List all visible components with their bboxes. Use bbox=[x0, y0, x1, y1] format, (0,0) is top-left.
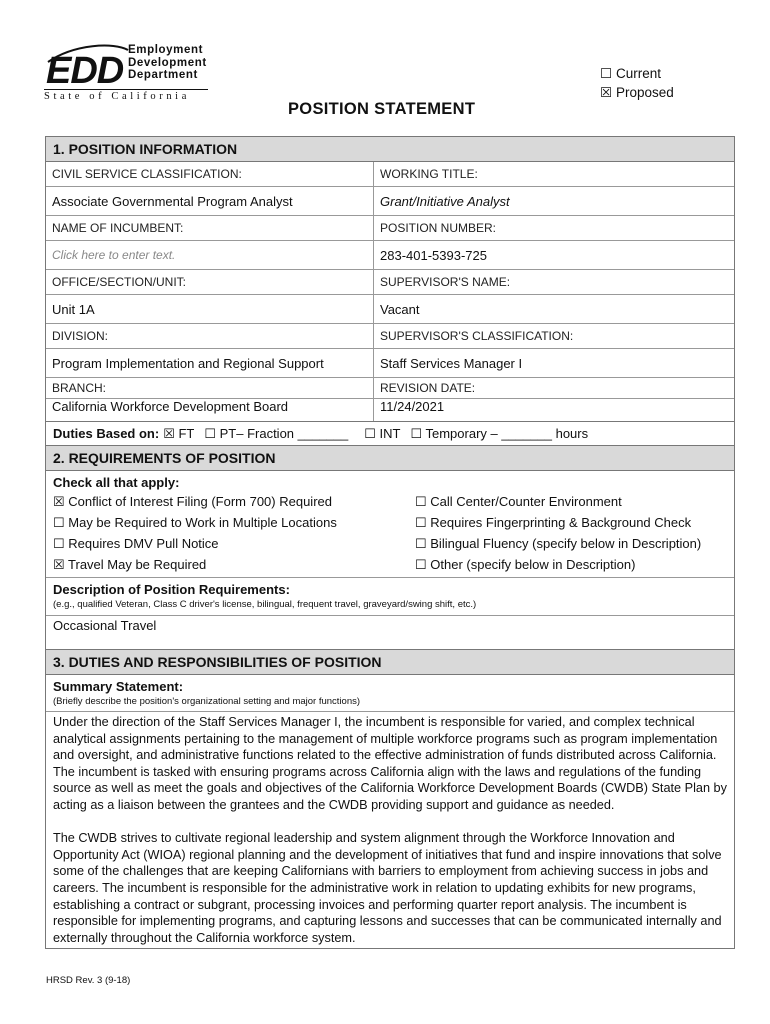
duties-label: Duties Based on: bbox=[53, 426, 160, 441]
working-title-field[interactable]: Grant/Initiative Analyst bbox=[380, 193, 510, 209]
supervisor-classification-field[interactable]: Staff Services Manager I bbox=[380, 355, 523, 371]
supervisor-name-field[interactable]: Vacant bbox=[380, 301, 420, 317]
field-value-row bbox=[46, 349, 734, 378]
summary-title: Summary Statement: bbox=[53, 679, 184, 694]
description-hint: (e.g., qualified Veteran, Class C driver's license, bilingual, frequent travel, graveyard/swing shift, etc.) bbox=[53, 599, 477, 610]
field-value-row bbox=[46, 295, 734, 324]
division-field[interactable]: Program Implementation and Regional Support bbox=[46, 349, 374, 377]
logo-text bbox=[128, 44, 207, 82]
summary-statement-field[interactable] bbox=[46, 712, 734, 948]
section-2-heading: 2. REQUIREMENTS OF POSITION bbox=[46, 446, 734, 471]
field-label-row bbox=[46, 324, 734, 349]
field-label-row bbox=[46, 216, 734, 241]
logo-state: State of California bbox=[44, 91, 190, 102]
field-label: NAME OF INCUMBENT: bbox=[46, 216, 374, 240]
logo-mark: EDD bbox=[46, 50, 124, 92]
description-title: Description of Position Requirements: bbox=[53, 582, 290, 597]
current-option[interactable] bbox=[600, 64, 674, 83]
description-header bbox=[46, 578, 734, 616]
logo-line-2: Development bbox=[128, 56, 207, 69]
logo-line-1: Employment bbox=[128, 44, 204, 56]
current-label: Current bbox=[616, 66, 662, 81]
field-label: CIVIL SERVICE CLASSIFICATION: bbox=[46, 162, 374, 186]
section-3-heading: 3. DUTIES AND RESPONSIBILITIES OF POSITION bbox=[46, 650, 734, 675]
document-title: POSITION STATEMENT bbox=[288, 100, 476, 118]
field-label: BRANCH: bbox=[46, 378, 374, 398]
description-field[interactable]: Occasional Travel bbox=[46, 616, 734, 650]
conflict-of-interest-checkbox[interactable]: ☒ Conflict of Interest Filing (Form 700) Required bbox=[53, 494, 332, 509]
field-label-row bbox=[46, 162, 734, 187]
pt-checkbox[interactable]: ☐ PT– Fraction _______ bbox=[204, 425, 349, 441]
dmv-pull-notice-checkbox[interactable]: ☐ Requires DMV Pull Notice bbox=[53, 536, 219, 551]
branch-field[interactable]: California Workforce Development Board bbox=[46, 399, 374, 421]
int-checkbox[interactable]: ☐ INT bbox=[364, 425, 401, 441]
bilingual-fluency-checkbox[interactable]: ☐ Bilingual Fluency (specify below in Description) bbox=[415, 536, 702, 551]
proposed-option[interactable] bbox=[600, 83, 674, 102]
position-number-field[interactable]: 283-401-5393-725 bbox=[380, 247, 487, 263]
field-label: DIVISION: bbox=[46, 324, 374, 348]
summary-paragraph-1: Under the direction of the Staff Services Manager I, the incumbent is responsible for varied, and complex technical analytical assignments pertaining to the management of multiple workforce programs such as program implementation and oversight, and administrative functions related to the effective administration of funds distributed across California. The incumbent is tasked with ensuring programs across California align with the laws and regulations of the funding source as well as meet the goals and objectives of the California Workforce Development Boards (CWDB) State Plan by acting as a liaison between the grantees and the CWDB providing support and guidance as needed. bbox=[53, 715, 727, 812]
requirements-checklist bbox=[46, 471, 734, 578]
call-center-checkbox[interactable]: ☐ Call Center/Counter Environment bbox=[415, 494, 622, 509]
current-checkbox[interactable]: ☐ bbox=[600, 66, 613, 81]
travel-required-checkbox[interactable]: ☒ Travel May be Required bbox=[53, 557, 207, 572]
section-1-heading: 1. POSITION INFORMATION bbox=[46, 137, 734, 162]
field-label: SUPERVISOR'S NAME: bbox=[380, 275, 511, 289]
form-revision-id: HRSD Rev. 3 (9-18) bbox=[46, 975, 131, 986]
summary-hint: (Briefly describe the position's organizational setting and major functions) bbox=[53, 696, 361, 707]
other-checkbox[interactable]: ☐ Other (specify below in Description) bbox=[415, 557, 636, 572]
status-checkboxes bbox=[600, 64, 674, 102]
edd-logo bbox=[44, 44, 214, 104]
ft-checkbox[interactable]: ☒ FT bbox=[163, 425, 195, 441]
proposed-label: Proposed bbox=[616, 85, 674, 100]
field-value-row bbox=[46, 187, 734, 216]
field-label: REVISION DATE: bbox=[380, 381, 476, 395]
field-label-row bbox=[46, 378, 734, 399]
field-label-row bbox=[46, 270, 734, 295]
duties-based-on-row bbox=[46, 422, 734, 446]
logo-rule bbox=[44, 89, 208, 90]
logo-line-3: Department bbox=[128, 69, 198, 81]
summary-header bbox=[46, 675, 734, 712]
summary-paragraph-2: The CWDB strives to cultivate regional leadership and system alignment through the Workforce Innovation and Opportunity Act (WIOA) regional planning and the development of initiatives that fund and inspire innovations that solve some of the challenges that are keeping Californians with barriers to employment from achieving success in jobs and careers. The incumbent is responsible for the administrative work in relation to updating exhibits for new programs, establishing a contract or subgrant, processing invoices and performing quarter report analysis. The incumbent is responsible for implementing programs, and capturing lessons and successes that can be communicated internally and externally throughout the California workforce system. bbox=[53, 831, 722, 945]
position-form bbox=[45, 136, 735, 949]
field-label: SUPERVISOR'S CLASSIFICATION: bbox=[380, 329, 574, 343]
multiple-locations-checkbox[interactable]: ☐ May be Required to Work in Multiple Locations bbox=[53, 515, 337, 530]
field-label: POSITION NUMBER: bbox=[380, 221, 497, 235]
civil-service-classification-field[interactable]: Associate Governmental Program Analyst bbox=[46, 187, 374, 215]
incumbent-name-field[interactable]: Click here to enter text. bbox=[46, 241, 374, 269]
fingerprinting-checkbox[interactable]: ☐ Requires Fingerprinting & Background Check bbox=[415, 515, 692, 530]
revision-date-field[interactable]: 11/24/2021 bbox=[380, 399, 445, 414]
office-unit-field[interactable]: Unit 1A bbox=[46, 295, 374, 323]
temporary-checkbox[interactable]: ☐ Temporary – _______ hours bbox=[410, 425, 589, 441]
field-label: OFFICE/SECTION/UNIT: bbox=[46, 270, 374, 294]
field-label: WORKING TITLE: bbox=[380, 167, 478, 181]
proposed-checkbox[interactable]: ☒ bbox=[600, 85, 613, 100]
field-value-row bbox=[46, 399, 734, 422]
check-all-label: Check all that apply: bbox=[53, 475, 180, 490]
field-value-row bbox=[46, 241, 734, 270]
